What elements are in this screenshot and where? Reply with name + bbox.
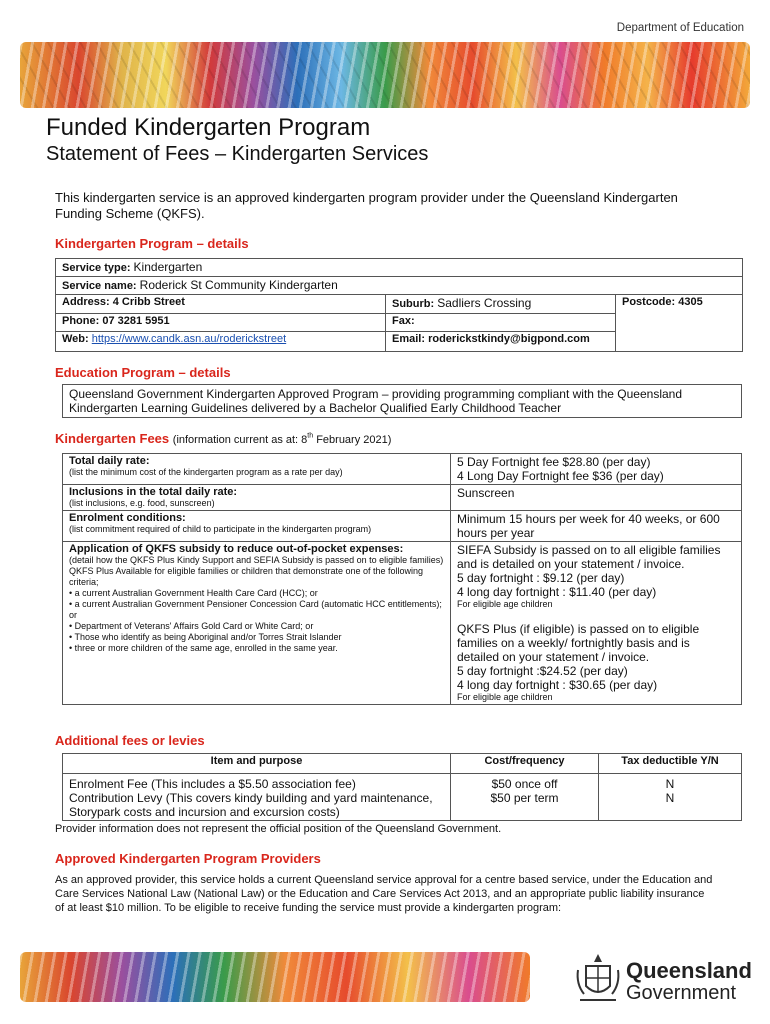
daily-rate-label-cell: Total daily rate: (list the minimum cost of the kindergarten program as a rate per day)	[63, 454, 451, 485]
queensland-government-logo	[574, 950, 754, 1010]
service-name-cell: Service name: Roderick St Community Kindergarten	[56, 277, 743, 295]
additional-fees-heading: Additional fees or levies	[55, 733, 205, 748]
website-link[interactable]: https://www.candk.asn.au/roderickstreet	[91, 333, 287, 345]
approved-providers-heading: Approved Kindergarten Program Providers	[55, 851, 321, 866]
web-cell: Web: https://www.candk.asn.au/roderickstreet	[56, 332, 386, 352]
additional-fees-table	[62, 753, 742, 821]
logo-government: Government	[626, 982, 737, 1004]
fees-heading: Kindergarten Fees (information current as at: 8th February 2021)	[55, 431, 392, 446]
education-program-text: Queensland Government Kindergarten Approved Program – providing programming compliant with the Queensland Kindergarten Learning Guidelines delivered by a Bachelor Qualified Early Childhood Teacher	[63, 385, 742, 418]
address-cell: Address: 4 Cribb Street	[56, 295, 386, 314]
phone-cell: Phone: 07 3281 5951	[56, 314, 386, 332]
page-subtitle: Statement of Fees – Kindergarten Services	[46, 143, 429, 165]
subsidy-label-cell: Application of QKFS subsidy to reduce out-of-pocket expenses: (detail how the QKFS Plus Kindy Support and SEFIA Subsidy is passed on to eligible families) QKFS Plus Available for eligible families or children that demonstrate one of the following criteria; • a current Australian Government Health Care Card (HCC); or • a current Australian Government Pensioner Concession Card (automatic HCC entitlements); or • Department of Veterans' Affairs Gold Card or White Card; or • Those who identify as being Aboriginal and/or Torres Strait Islander • three or more children of the same age, enrolled in the same year.	[63, 542, 451, 705]
education-program-table	[62, 384, 742, 418]
approved-providers-text: As an approved provider, this service holds a current Queensland service approval for a centre based service, under the Education and Care Services National Law (National Law) or the Education and Care Services Act 2013, and an appropriate public liability insurance of at least $10 million. To be eligible to receive funding the service must provide a kindergarten program:	[55, 874, 713, 914]
logo-queensland: Queensland	[626, 958, 752, 983]
coat-of-arms-icon	[574, 950, 622, 1008]
daily-rate-value-cell: 5 Day Fortnight fee $28.80 (per day) 4 Long Day Fortnight fee $36 (per day)	[451, 454, 742, 485]
suburb-cell: Suburb: Sadliers Crossing	[386, 295, 616, 314]
email-cell: Email: roderickstkindy@bigpond.com	[386, 332, 616, 352]
col-item-header: Item and purpose	[63, 754, 451, 774]
inclusions-label-cell: Inclusions in the total daily rate: (list inclusions, e.g. food, sunscreen)	[63, 485, 451, 511]
fax-cell: Fax:	[386, 314, 616, 332]
intro-text: This kindergarten service is an approved kindergarten program provider under the Queensland Kindergarten Funding Scheme (QKFS).	[55, 190, 678, 221]
additional-items-cell: Enrolment Fee (This includes a $5.50 association fee) Contribution Levy (This covers kindy building and yard maintenance, Storypark costs and incursion and excursion costs)	[63, 774, 451, 821]
enrolment-value-cell: Minimum 15 hours per week for 40 weeks, or 600 hours per year	[451, 511, 742, 542]
header-banner	[20, 42, 750, 108]
inclusions-value-cell: Sunscreen	[451, 485, 742, 511]
enrolment-label-cell: Enrolment conditions: (list commitment required of child to participate in the kindergarten program)	[63, 511, 451, 542]
col-tax-header: Tax deductible Y/N	[599, 754, 742, 774]
service-type-cell: Service type: Kindergarten	[56, 259, 743, 277]
footer-banner	[20, 952, 530, 1002]
education-program-heading: Education Program – details	[55, 365, 231, 380]
col-cost-header: Cost/frequency	[451, 754, 599, 774]
program-details-heading: Kindergarten Program – details	[55, 236, 249, 251]
postcode-cell: Postcode: 4305	[616, 295, 743, 352]
department-label: Department of Education	[616, 22, 744, 34]
page-title: Funded Kindergarten Program	[46, 114, 371, 141]
additional-cost-cell: $50 once off $50 per term	[451, 774, 599, 821]
program-details-table	[55, 258, 743, 352]
provider-note: Provider information does not represent the official position of the Queensland Government.	[55, 823, 502, 835]
subsidy-value-cell: SIEFA Subsidy is passed on to all eligible families and is detailed on your statement / invoice. 5 day fortnight : $9.12 (per day) 4 long day fortnight : $11.40 (per day) For eligible age children QKFS Plus (if eligible) is passed on to eligible families on a weekly/ fortnightly basis and is detailed on your statement / invoice. 5 day fortnight :$24.52 (per day) 4 long day fortnight : $30.65 (per day) For eligible age children	[451, 542, 742, 705]
fees-table	[62, 453, 742, 705]
additional-tax-cell: N N	[599, 774, 742, 821]
